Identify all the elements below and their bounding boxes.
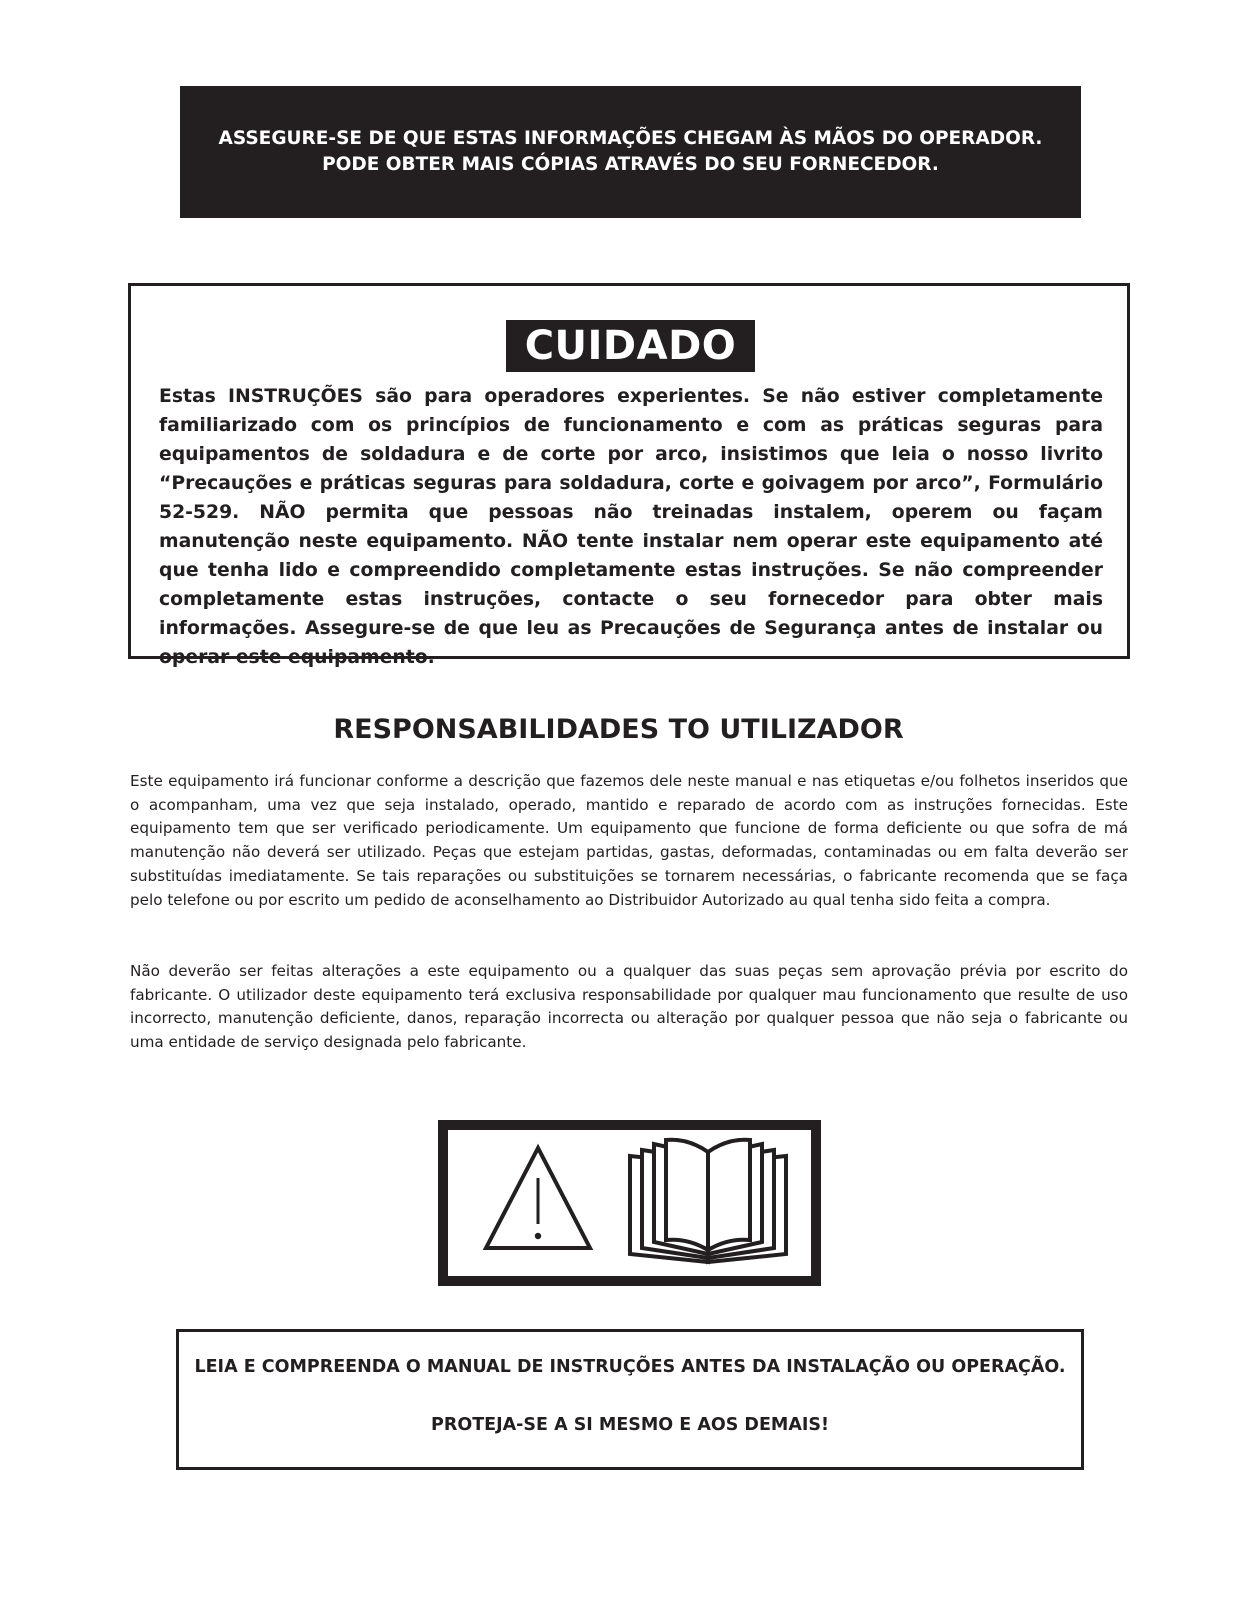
bottom-notice-box xyxy=(176,1329,1084,1470)
warning-triangle-icon xyxy=(486,1148,590,1248)
safety-icon-panel xyxy=(438,1120,821,1286)
responsibilities-paragraph-2: Não deverão ser feitas alterações a este equipamento ou a qualquer das suas peças sem aprovação prévia por escrito do fabricante. O utilizador deste equipamento terá exclusiva responsabilidade por qualquer mau funcionamento que resulte de uso incorrecto, manutenção deficiente, danos, reparação incorrecta ou alteração por qualquer pessoa que não seja o fabricante ou uma entidade de serviço designada pelo fabricante. xyxy=(130,962,1128,1052)
responsibilities-heading: RESPONSABILIDADES TO UTILIZADOR xyxy=(333,714,904,745)
caution-title: CUIDADO xyxy=(506,320,755,372)
open-manual-icon xyxy=(630,1140,786,1262)
safety-icon-panel-inner xyxy=(448,1130,811,1276)
safety-icons-svg xyxy=(448,1130,811,1276)
bottom-notice-line1: LEIA E COMPREENDA O MANUAL DE INSTRUÇÕES ANTES DA INSTALAÇÃO OU OPERAÇÃO. xyxy=(194,1357,1066,1377)
top-banner xyxy=(180,86,1081,218)
bottom-notice-line2: PROTEJA-SE A SI MESMO E AOS DEMAIS! xyxy=(431,1415,829,1435)
caution-text: Estas INSTRUÇÕES são para operadores experientes. Se não estiver completamente familiarizado com os princípios de funcionamento e com as práticas seguras para equipamentos de soldadura e de corte por arco, insistimos que leia o nosso livrito “Precauções e práticas seguras para soldadura, corte e goivagem por arco”, Formulário 52-529. NÃO permita que pessoas não treinadas instalem, operem ou façam manutenção neste equipamento. NÃO tente instalar nem operar este equipamento até que tenha lido e compreendido completamente estas instruções. Se não compreender completamente estas instruções, contacte o seu fornecedor para obter mais informações. Assegure-se de que leu as Precauções de Segurança antes de instalar ou operar este equipamento. xyxy=(159,386,1103,668)
top-banner-line1: ASSEGURE-SE DE QUE ESTAS INFORMAÇÕES CHEGAM ÀS MÃOS DO OPERADOR. xyxy=(218,128,1043,149)
caution-box xyxy=(128,283,1130,668)
responsibilities-paragraph-1: Este equipamento irá funcionar conforme a descrição que fazemos dele neste manual e nas etiquetas e/ou folhetos inseridos que o acompanham, uma vez que seja instalado, operado, mantido e reparado de acordo com as instruções fornecidas. Este equipamento tem que ser verificado periodicamente. Um equipamento que funcione de forma deficiente ou que sofra de má manutenção não deverá ser utilizado. Peças que estejam partidas, gastas, deformadas, contaminadas ou em falta deverão ser substituídas imediatamente. Se tais reparações ou substituições se tornarem necessárias, o fabricante recomenda que se faça pelo telefone ou por escrito um pedido de aconselhamento ao Distribuidor Autorizado au qual tenha sido feita a compra. xyxy=(130,772,1128,909)
top-banner-line2: PODE OBTER MAIS CÓPIAS ATRAVÉS DO SEU FORNECEDOR. xyxy=(322,154,939,175)
